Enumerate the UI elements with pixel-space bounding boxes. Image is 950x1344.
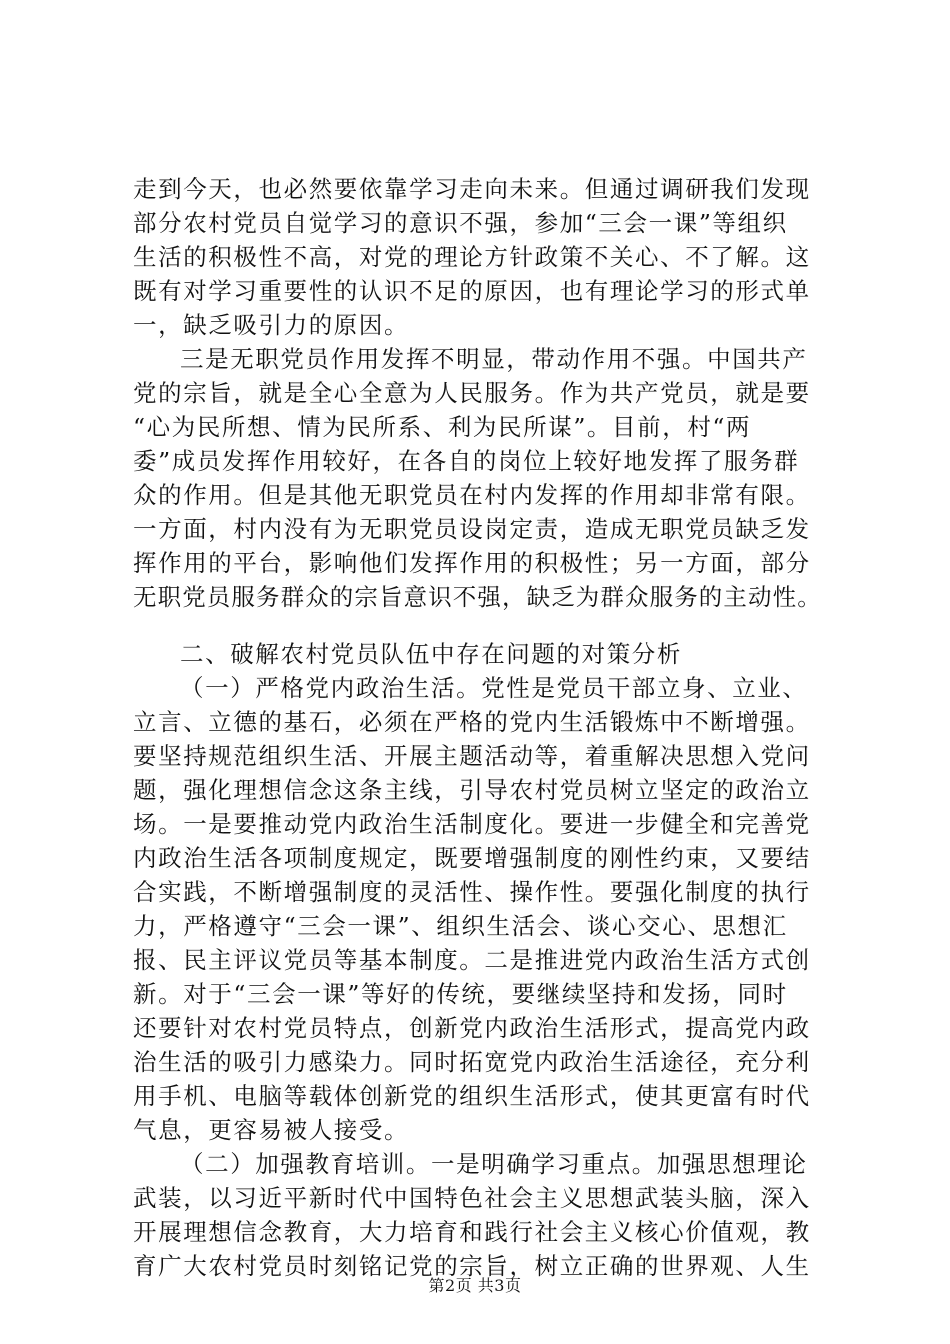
text-line: 合实践，不断增强制度的灵活性、操作性。要强化制度的执行 bbox=[133, 878, 811, 906]
paragraph-start: （一）严格党内政治生活。党性是党员干部立身、立业、 bbox=[180, 674, 808, 702]
text-line: 既有对学习重要性的认识不足的原因，也有理论学习的形式单 bbox=[133, 277, 811, 305]
text-line: 走到今天，也必然要依靠学习走向未来。但通过调研我们发现 bbox=[133, 175, 811, 203]
text-line: 场。一是要推动党内政治生活制度化。要进一步健全和完善党 bbox=[133, 810, 811, 838]
text-line: 开展理想信念教育，大力培育和践行社会主义核心价值观，教 bbox=[133, 1218, 811, 1246]
text-line: 用手机、电脑等载体创新党的组织生活形式，使其更富有时代 bbox=[133, 1082, 811, 1110]
text-line: 内政治生活各项制度规定，既要增强制度的刚性约束，又要结 bbox=[133, 844, 811, 872]
text-line: “心为民所想、情为民所系、利为民所谋”。目前，村“两 bbox=[133, 413, 752, 441]
text-line: 挥作用的平台，影响他们发挥作用的积极性；另一方面，部分 bbox=[133, 549, 811, 577]
text-line: 委”成员发挥作用较好，在各自的岗位上较好地发挥了服务群 bbox=[133, 447, 800, 475]
text-line: 众的作用。但是其他无职党员在村内发挥的作用却非常有限。 bbox=[133, 481, 811, 509]
text-line: 生活的积极性不高，对党的理论方针政策不关心、不了解。这 bbox=[133, 243, 811, 271]
text-line: 气息，更容易被人接受。 bbox=[133, 1116, 410, 1144]
text-line: 立言、立德的基石，必须在严格的党内生活锻炼中不断增强。 bbox=[133, 708, 811, 736]
text-line: 题，强化理想信念这条主线，引导农村党员树立坚定的政治立 bbox=[133, 776, 811, 804]
text-line: 要坚持规范组织生活、开展主题活动等，着重解决思想入党问 bbox=[133, 742, 811, 770]
text-line: 武装，以习近平新时代中国特色社会主义思想武装头脑，深入 bbox=[133, 1184, 811, 1212]
section-heading: 二、破解农村党员队伍中存在问题的对策分析 bbox=[180, 640, 682, 668]
text-line: 新。对于“三会一课”等好的传统，要继续坚持和发扬，同时 bbox=[133, 980, 788, 1008]
paragraph-start: 三是无职党员作用发挥不明显，带动作用不强。中国共产 bbox=[180, 345, 808, 373]
text-line: 力，严格遵守“三会一课”、组织生活会、谈心交心、思想汇 bbox=[133, 912, 788, 940]
text-line: 报、民主评议党员等基本制度。二是推进党内政治生活方式创 bbox=[133, 946, 811, 974]
text-line: 党的宗旨，就是全心全意为人民服务。作为共产党员，就是要 bbox=[133, 379, 811, 407]
text-line: 部分农村党员自觉学习的意识不强，参加“三会一课”等组织 bbox=[133, 209, 788, 237]
page-number-footer: 第2页 共3页 bbox=[428, 1276, 522, 1295]
text-line: 无职党员服务群众的宗旨意识不强，缺乏为群众服务的主动性。 bbox=[133, 583, 822, 611]
text-line: 一，缺乏吸引力的原因。 bbox=[133, 311, 410, 339]
text-line: 治生活的吸引力感染力。同时拓宽党内政治生活途径，充分利 bbox=[133, 1048, 811, 1076]
text-line: 还要针对农村党员特点，创新党内政治生活形式，提高党内政 bbox=[133, 1014, 811, 1042]
text-line: 育广大农村党员时刻铭记党的宗旨，树立正确的世界观、人生 bbox=[133, 1252, 811, 1280]
paragraph-start: （二）加强教育培训。一是明确学习重点。加强思想理论 bbox=[180, 1150, 808, 1178]
text-line: 一方面，村内没有为无职党员设岗定责，造成无职党员缺乏发 bbox=[133, 515, 811, 543]
